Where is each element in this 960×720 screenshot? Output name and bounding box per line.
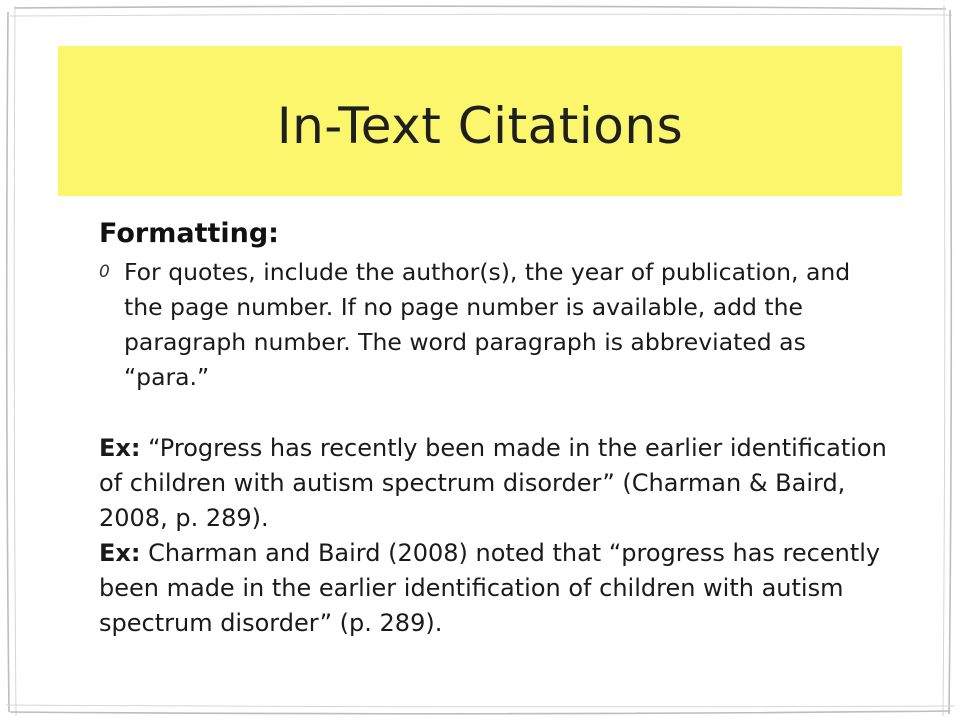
example-2-label: Ex:	[99, 539, 141, 567]
title-band	[58, 46, 902, 196]
slide-content	[99, 218, 889, 641]
example-2	[99, 536, 889, 641]
bullet-item	[99, 255, 889, 395]
example-1-text: “Progress has recently been made in the earlier identification of children with autism spectrum disorder” (Charman & Baird, 2008, p. 289).	[99, 434, 887, 532]
bullet-text: For quotes, include the author(s), the year of publication, and the page number. If no page number is available, add the paragraph number. The word paragraph is abbreviated as “para.”	[124, 258, 851, 391]
bullet-marker: 0	[99, 262, 110, 282]
section-heading: Formatting:	[99, 218, 279, 249]
example-1-label: Ex:	[99, 434, 141, 462]
example-1	[99, 431, 889, 536]
slide-title: In-Text Citations	[276, 97, 684, 155]
example-2-text: Charman and Baird (2008) noted that “progress has recently been made in the earlier identification of children with autism spectrum disorder” (p. 289).	[99, 539, 881, 637]
